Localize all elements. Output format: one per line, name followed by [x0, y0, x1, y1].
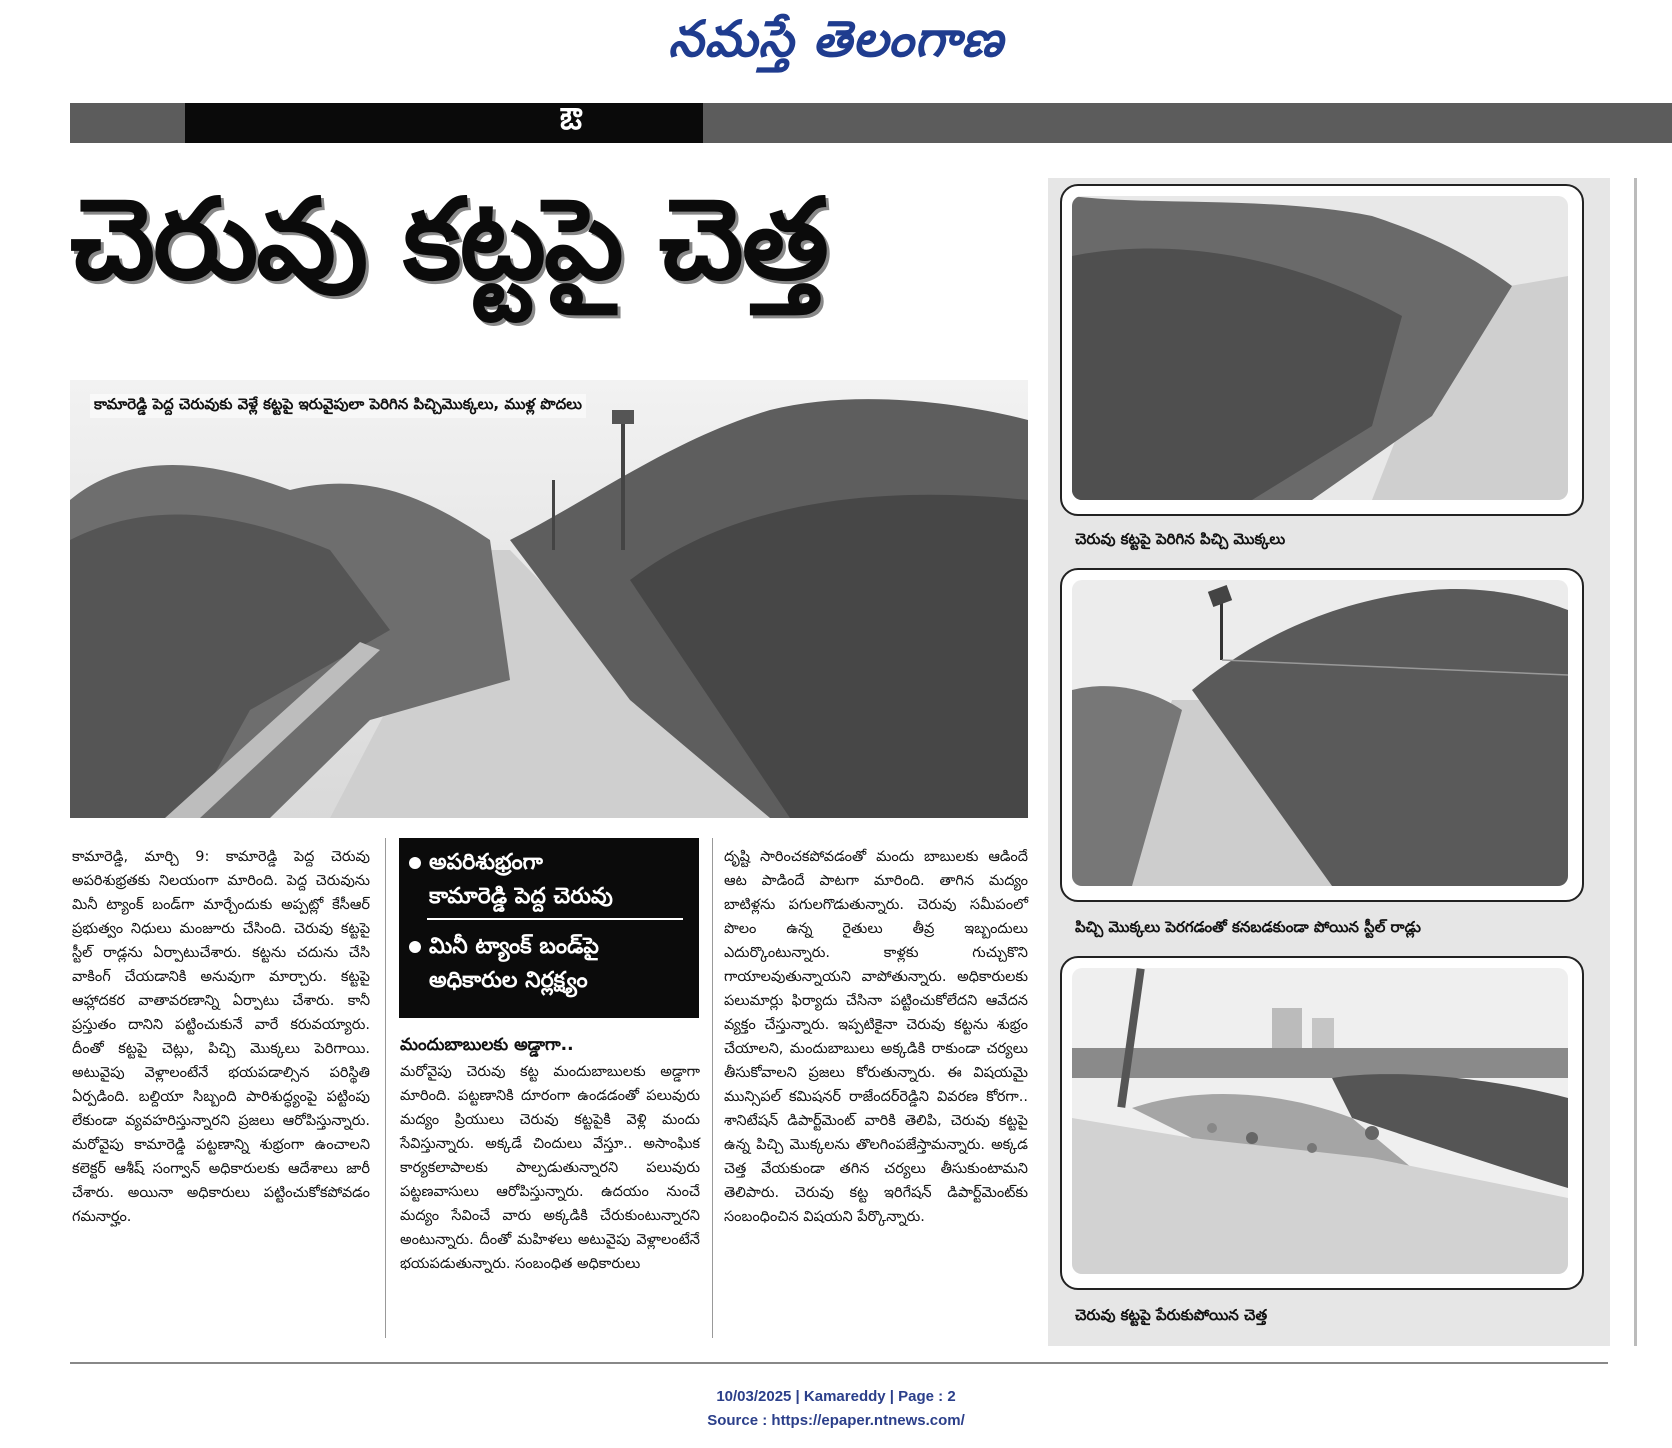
masthead-logo: నమస్తే తెలంగాణ: [668, 10, 1004, 68]
side-photo-2: [1072, 580, 1568, 886]
column-rule-1: [385, 838, 386, 1338]
main-photo-caption: కామారెడ్డి పెద్ద చెరువుకు వెళ్లే కట్టపై ఇరువైపులా పెరిగిన పిచ్చిమొక్కలు, ముళ్ల పొదలు: [90, 394, 586, 418]
article-text-col1: కామారెడ్డి, మార్చి 9: కామారెడ్డి పెద్ద చెరువు అపరిశుభ్రతకు నిలయంగా మారింది. పెద్ద చెరువును మినీ ట్యాంక్ బండ్‌గా మార్చేందుకు అప్పట్లో కేసీఆర్ ప్రభుత్వం నిధులు మంజూరు చేసింది. చెరువు కట్టపై స్టీల్ రాడ్లను ఏర్పాటుచేశారు. కట్టను చదును చేసి వాకింగ్ చేయడానికి అనువుగా మార్చారు. కట్టపై ఆహ్లాదకర వాతావరణాన్ని ఏర్పాటు చేశారు. కానీ ప్రస్తుతం దానిని పట్టించుకునే వారే కరువయ్యారు. దీంతో కట్టపై చెట్లు, పిచ్చి మొక్కలు పెరిగాయి. అటువైపు వెళ్లాలంటేనే భయపడాల్సిన పరిస్థితి ఏర్పడింది. బల్దియా సిబ్బంది పారిశుద్ధ్యంపై పట్టింపు లేకుండా వ్యవహరిస్తున్నారని ప్రజలు ఆరోపిస్తున్నారు. మరోవైపు కామారెడ్డి పట్టణాన్ని శుభ్రంగా ఉంచాలని కలెక్టర్ ఆశీష్ సంగ్వాన్ అధికారులకు ఆదేశాలు జారీ చేశారు. అయినా అధికారులు పట్టించుకోకపోవడం గమనార్హం.: [72, 849, 370, 1225]
column-rule-2: [712, 838, 713, 1338]
section-ribbon-dark: [185, 103, 703, 143]
column-divider: [1634, 178, 1637, 1346]
bottom-rule: [70, 1362, 1608, 1364]
bullet-icon: [409, 857, 421, 869]
article-column-1: [72, 845, 370, 1229]
side-photo-1: [1072, 196, 1568, 500]
side-photo-1-caption: చెరువు కట్టపై పెరిగిన పిచ్చి మొక్కలు: [1075, 530, 1286, 548]
highlight-1-line1: అపరిశుభ్రంగా: [429, 850, 543, 875]
subheading: మందుబాబులకు అడ్డాగా..: [400, 1035, 574, 1055]
highlight-1: [409, 846, 613, 914]
highlight-underline: [427, 918, 683, 920]
footer-source-link[interactable]: Source : https://epaper.ntnews.com/: [707, 1412, 965, 1429]
article-text-col2: మరోవైపు చెరువు కట్ట మందుబాబులకు అడ్డాగా మారింది. పట్టణానికి దూరంగా ఉండడంతో పలువురు మద్యం ప్రియులు చెరువు కట్టపైకి వెళ్లి మందు సేవిస్తున్నారు. అక్కడే చిందులు వేస్తూ.. అసాంఘిక కార్యకలాపాలకు పాల్పడుతున్నారని పలువురు పట్టణవాసులు ఆరోపిస్తున్నారు. ఉదయం నుంచే మద్యం సేవించే వారు అక్కడికి చేరుకుంటున్నారని అంటున్నారు. దీంతో మహిళలు అటువైపు వెళ్లాలంటేనే భయపడుతున్నారు. సంబంధిత అధికారులు: [400, 1064, 700, 1272]
side-photo-3-caption: చెరువు కట్టపై పేరుకుపోయిన చెత్త: [1075, 1306, 1268, 1324]
highlights-box: [399, 838, 699, 1018]
highlight-2-line2: అధికారుల నిర్లక్ష్యం: [429, 968, 588, 993]
side-photo-2-caption: పిచ్చి మొక్కలు పెరగడంతో కనబడకుండా పోయిన స్టీల్ రాడ్లు: [1075, 918, 1421, 936]
article-column-3: [724, 845, 1028, 1229]
main-photo: [70, 380, 1028, 818]
footer-date-line: 10/03/2025 | Kamareddy | Page : 2: [716, 1388, 956, 1405]
section-tag: ఔ: [560, 102, 582, 137]
headline: చెరువు కట్టపై చెత్త: [70, 175, 827, 305]
bullet-icon: [409, 941, 421, 953]
article-text-col3: దృష్టి సారించకపోవడంతో మందు బాబులకు ఆడిందే ఆట పాడిందే పాటగా మారింది. తాగిన మద్యం బాటిళ్లను పగులగొడుతున్నారు. చెరువు సమీపంలో పొలం ఉన్న రైతులు తీవ్ర ఇబ్బందులు ఎదుర్కొంటున్నారు. కాళ్లకు గుచ్చుకొని గాయాలవుతున్నాయని వాపోతున్నారు. అధికారులకు పలుమార్లు ఫిర్యాదు చేసినా పట్టించుకోలేదని ఆవేదన వ్యక్తం చేస్తున్నారు. ఇప్పటికైనా చెరువు కట్టను శుభ్రం చేయాలని, మందుబాబులు అక్కడికి రాకుండా చర్యలు తీసుకోవాలని ప్రజలు కోరుతున్నారు. ఈ విషయమై మున్సిపల్ కమిషనర్ రాజేందర్‌రెడ్డిని వివరణ కోరగా.. శానిటేషన్ డిపార్ట్‌మెంట్ వారికి తెలిపి, చెరువు కట్టపై ఉన్న పిచ్చి మొక్కలను తొలగింపజేస్తామన్నారు. అక్కడ చెత్త వేయకుండా తగిన చర్యలు తీసుకుంటామని తెలిపారు. చెరువు కట్ట ఇరిగేషన్ డిపార్ట్‌మెంట్‌కు సంబంధించిన విషయని పేర్కొన్నారు.: [724, 849, 1028, 1225]
highlight-1-line2: కామారెడ్డి పెద్ద చెరువు: [429, 884, 613, 909]
article-column-2: [400, 1060, 700, 1276]
side-photo-3: [1072, 968, 1568, 1274]
highlight-2: [409, 930, 599, 998]
highlight-2-line1: మినీ ట్యాంక్ బండ్‌పై: [429, 934, 599, 959]
